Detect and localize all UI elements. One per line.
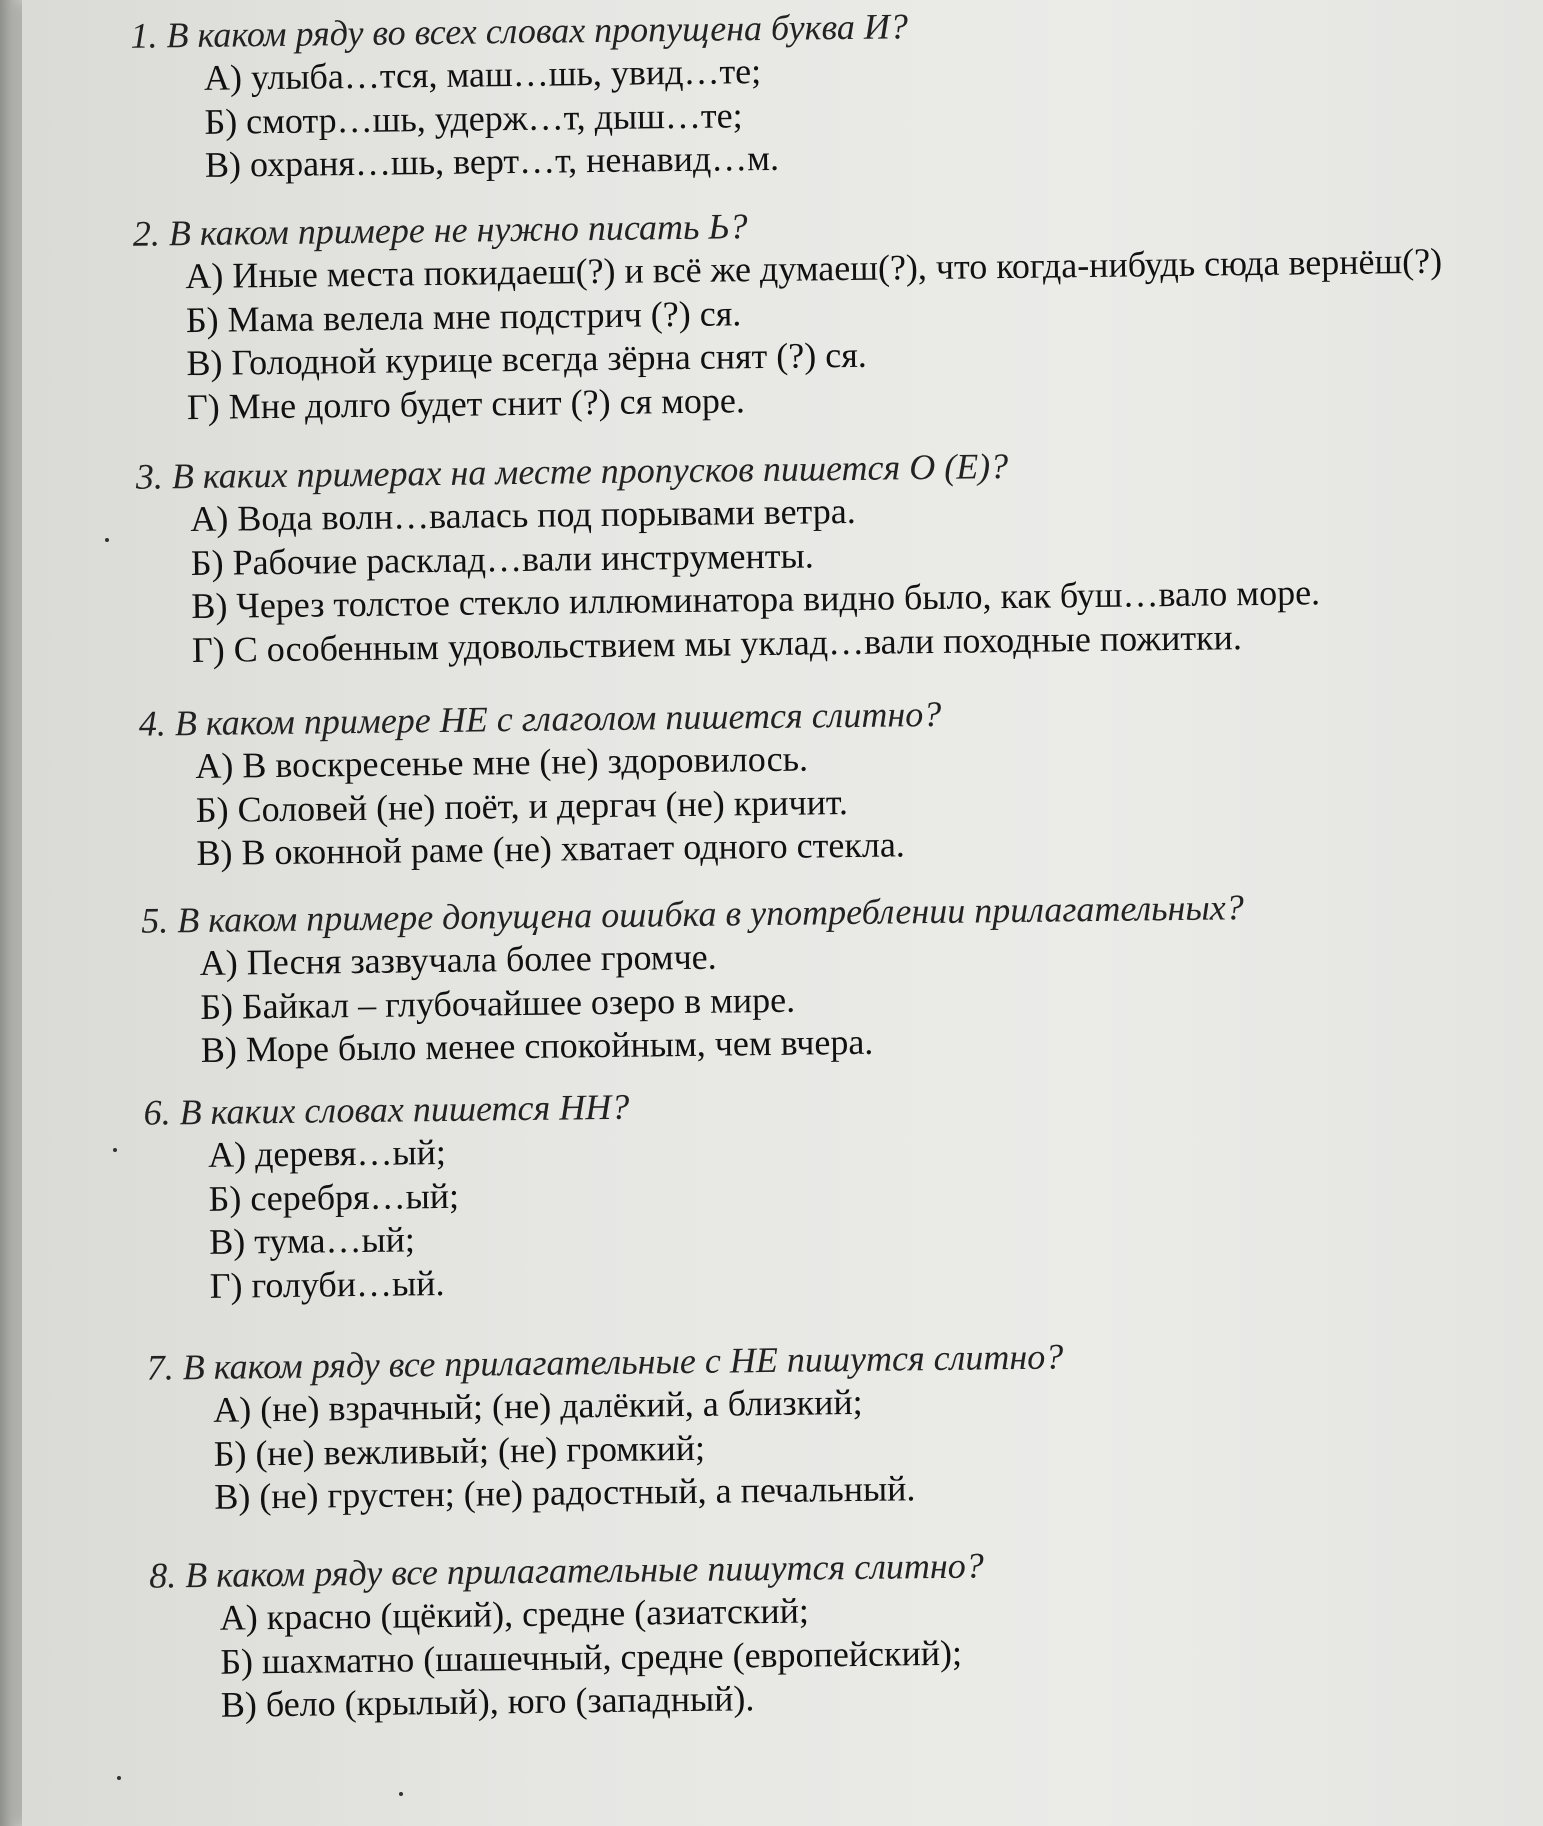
option-c: В) (не) грустен; (не) радостный, а печальный. bbox=[214, 1468, 916, 1517]
ink-speck bbox=[117, 1776, 121, 1780]
question-number: 5. bbox=[141, 900, 169, 941]
question-number: 2. bbox=[132, 213, 161, 254]
question-text: В каком примере допущена ошибка в употреблении прилагательных? bbox=[177, 887, 1244, 941]
ink-speck bbox=[113, 1148, 117, 1152]
option-a: А) Вода волн…валась под порывами ветра. bbox=[190, 490, 856, 540]
question-number: 7. bbox=[146, 1347, 174, 1388]
option-c: В) охраня…шь, верт…т, ненавид…м. bbox=[204, 137, 780, 185]
question-3 bbox=[114, 437, 1543, 673]
option-b: Б) шахматно (шашечный, средне (европейский); bbox=[220, 1632, 963, 1682]
question-2 bbox=[111, 194, 1543, 430]
option-a: А) (не) взрачный; (не) далёкий, а близкий; bbox=[212, 1381, 863, 1430]
ink-speck bbox=[105, 538, 109, 542]
option-a: А) Песня зазвучала более громче. bbox=[199, 936, 717, 983]
option-b: Б) Соловей (не) поёт, и дергач (не) кричит. bbox=[195, 781, 849, 830]
option-b: Б) Мама велела мне подстрич (?) ся. bbox=[185, 292, 742, 340]
question-number: 4. bbox=[138, 703, 167, 744]
option-c: В) Море было менее спокойным, чем вчера. bbox=[200, 1021, 874, 1070]
option-c: В) В оконной раме (не) хватает одного стекла. bbox=[196, 824, 906, 873]
question-number: 1. bbox=[130, 15, 158, 56]
option-b: Б) Рабочие расклад…вали инструменты. bbox=[190, 534, 814, 583]
option-a: А) В воскресенье мне (не) здоровилось. bbox=[195, 738, 809, 786]
question-6 bbox=[121, 1073, 1543, 1309]
question-8 bbox=[127, 1536, 1543, 1728]
option-d: Г) С особенным удовольствием мы уклад…вали походные пожитки. bbox=[191, 616, 1243, 670]
option-c: В) тума…ый; bbox=[208, 1219, 416, 1262]
option-c: В) бело (крылый), юго (западный). bbox=[220, 1678, 755, 1725]
question-text: В каком ряду все прилагательные пишутся слитно? bbox=[185, 1545, 985, 1596]
option-a: А) Иные места покидаеш(?) и всё же думаеш(?), что когда-нибудь сюда вернёш(?) bbox=[185, 240, 1443, 297]
question-text: В каких примерах на месте пропусков пишется О (Е)? bbox=[171, 446, 1009, 497]
option-a: А) красно (щёкий), средне (азиатский; bbox=[219, 1590, 810, 1638]
question-1 bbox=[108, 0, 1543, 188]
option-b: Б) серебря…ый; bbox=[208, 1175, 460, 1219]
question-text: В каких словах пишется НН? bbox=[179, 1086, 630, 1133]
question-text: В каком ряду все прилагательные с НЕ пишутся слитно? bbox=[182, 1336, 1064, 1388]
question-number: 6. bbox=[143, 1092, 171, 1133]
paper-shadow-edge bbox=[0, 0, 22, 1826]
option-d: Г) Мне долго будет снит (?) ся море. bbox=[186, 379, 746, 427]
question-4 bbox=[117, 684, 1543, 876]
question-number: 8. bbox=[149, 1555, 177, 1596]
test-page bbox=[108, 0, 1543, 1826]
option-a: А) деревя…ый; bbox=[207, 1131, 447, 1175]
question-7 bbox=[124, 1328, 1543, 1520]
question-5 bbox=[119, 881, 1543, 1073]
question-text: В каком примере не нужно писать Ь? bbox=[168, 206, 748, 254]
option-a: А) улыба…тся, маш…шь, увид…те; bbox=[203, 51, 762, 98]
option-b: Б) (не) вежливый; (не) громкий; bbox=[213, 1427, 706, 1474]
question-number: 3. bbox=[135, 456, 164, 497]
option-b: Б) смотр…шь, удерж…т, дыш…те; bbox=[204, 94, 743, 142]
option-c: В) Через толстое стекло иллюминатора видно было, как буш…вало море. bbox=[191, 572, 1321, 627]
option-b: Б) Байкал – глубочайшее озеро в мире. bbox=[200, 979, 796, 1027]
question-text: В каком ряду во всех словах пропущена буква И? bbox=[166, 6, 909, 56]
option-d: Г) голуби…ый. bbox=[209, 1262, 445, 1306]
question-text: В каком примере НЕ с глаголом пишется слитно? bbox=[174, 693, 942, 744]
ink-speck bbox=[399, 1792, 403, 1796]
option-c: В) Голодной курице всегда зёрна снят (?) ся. bbox=[186, 334, 868, 384]
